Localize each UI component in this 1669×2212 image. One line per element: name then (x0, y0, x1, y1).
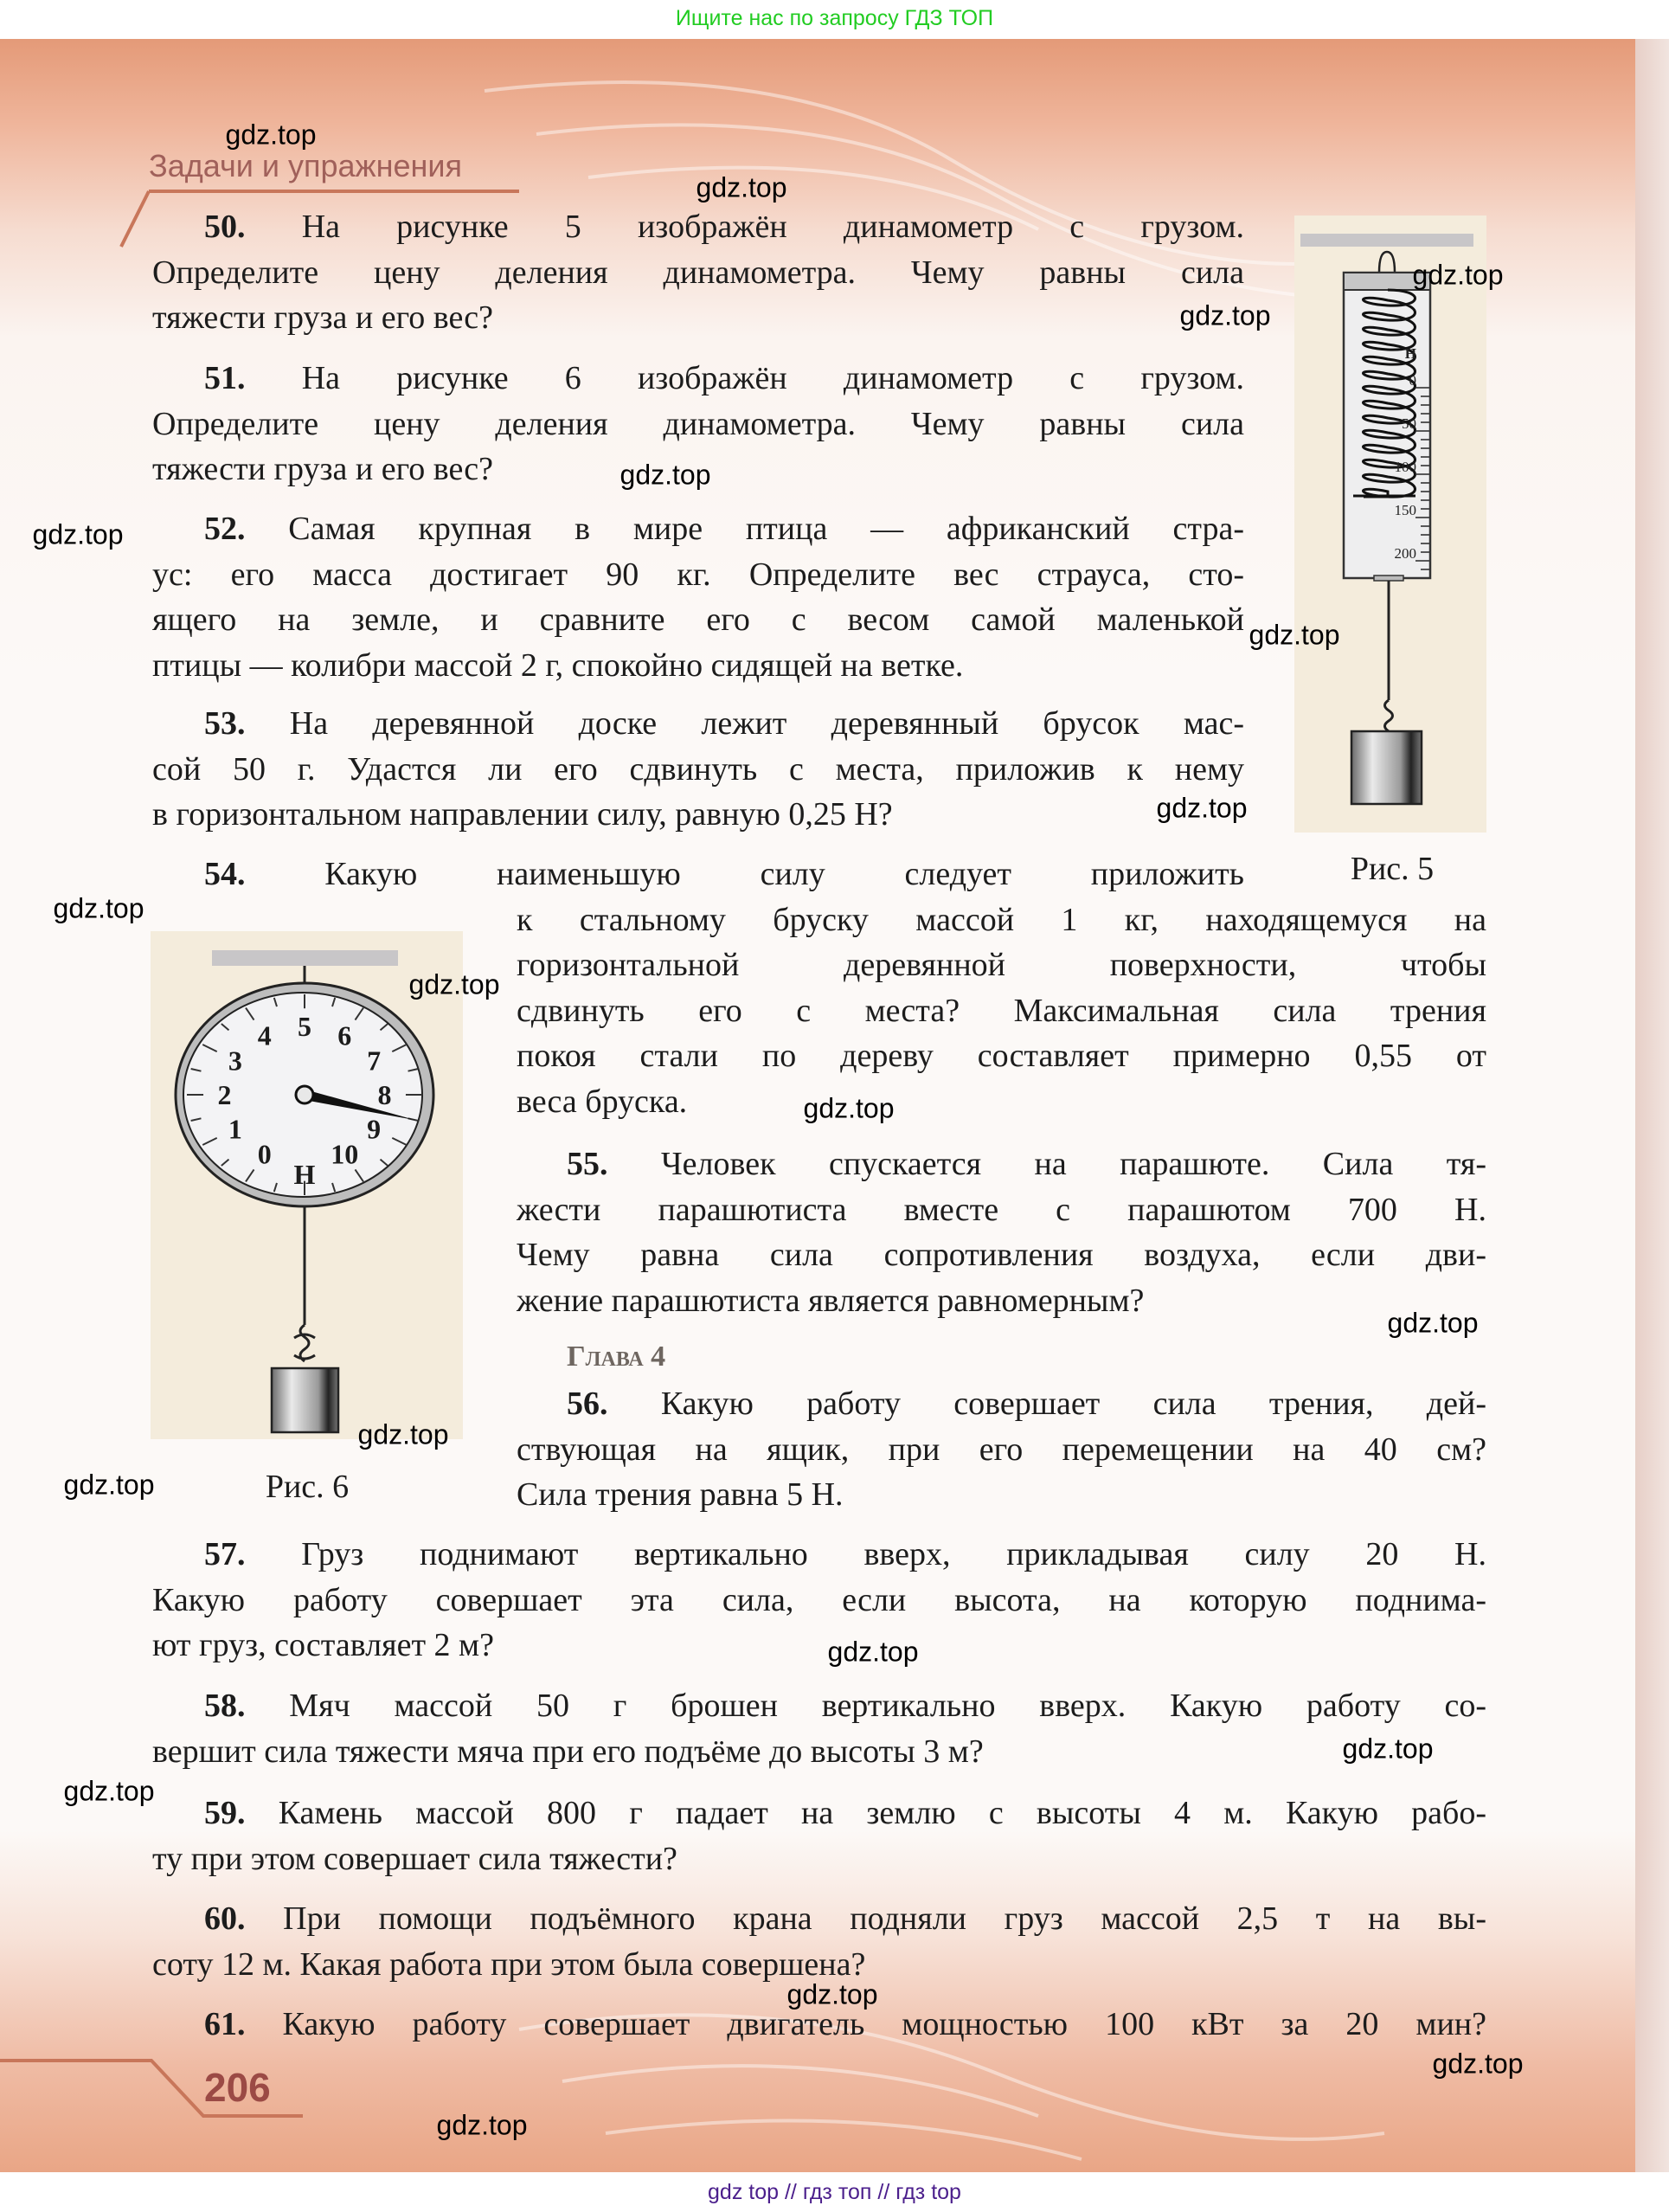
dial-label: 10 (331, 1138, 359, 1170)
watermark: gdz.top (1412, 259, 1504, 291)
problem-line (152, 701, 1244, 747)
problem-line: веса бруска. (517, 1083, 688, 1120)
problem-text: Какую работу совершает двигатель мощностью 100 кВт за 20 мин? (282, 2006, 1486, 2042)
scale-label: 200 (1394, 545, 1416, 562)
chapter-heading: Глава 4 (567, 1341, 666, 1373)
problem-number: 50. (204, 209, 246, 245)
problem-text: Какую работу совершает сила трения, дей- (660, 1386, 1486, 1422)
problem-text: Груз поднимают вертикально вверх, прикладывая силу 20 Н. (301, 1536, 1487, 1572)
problem-number: 56. (567, 1386, 608, 1422)
problem-line: сдвинуть его с места? Максимальная сила трения (517, 992, 1486, 1029)
watermark: gdz.top (1432, 2048, 1524, 2080)
dial-label: 3 (228, 1045, 242, 1077)
problem-line (152, 1532, 1486, 1578)
problem-number: 57. (204, 1536, 246, 1572)
figure-6-caption: Рис. 6 (265, 1469, 350, 1505)
problem-line (517, 1381, 1486, 1427)
problem-line: Чему равна сила сопротивления воздуха, если дви- (517, 1237, 1486, 1273)
problem-text: Какую наименьшую силу следует приложить (324, 856, 1244, 892)
watermark: gdz.top (408, 968, 500, 1000)
problem-line (152, 204, 1244, 250)
problem-number: 60. (204, 1900, 246, 1937)
problem-line: ту при этом совершает сила тяжести? (152, 1840, 677, 1877)
problem-line: в горизонтальном направлении силу, равную 0,25 Н? (152, 796, 893, 833)
problem-text: Человек спускается на парашюте. Сила тя- (660, 1146, 1486, 1182)
scale-label: 0 (1409, 372, 1416, 389)
dial-label: 8 (377, 1079, 392, 1110)
figure-5-spring-dynamometer (1294, 215, 1486, 833)
dial-label: 9 (367, 1113, 382, 1145)
watermark: gdz.top (1249, 619, 1340, 651)
dial-label: 0 (257, 1138, 272, 1170)
watermark: gdz.top (803, 1092, 895, 1124)
problem-line: ют груз, составляет 2 м? (152, 1627, 494, 1663)
watermark: gdz.top (1179, 299, 1271, 331)
problem-50 (152, 204, 1244, 341)
watermark: gdz.top (357, 1418, 449, 1450)
problem-line: сой 50 г. Удастся ли его сдвинуть с места, приложив к нему (152, 750, 1244, 788)
pointer (1353, 496, 1415, 497)
problem-line (152, 356, 1244, 402)
dial-label: 5 (298, 1011, 311, 1043)
watermark: gdz.top (53, 892, 144, 924)
dial-label: 7 (367, 1045, 382, 1077)
problem-line: птицы — колибри массой 2 г, спокойно сидящей на ветке. (152, 646, 964, 684)
problem-57 (152, 1532, 1486, 1669)
problem-line: ствующая на ящик, при его перемещении на 40 см? (517, 1431, 1486, 1468)
watermark: gdz.top (1156, 792, 1248, 824)
unit-label: Н (1404, 345, 1416, 362)
rod-guide (1374, 576, 1403, 581)
problem-60 (152, 1896, 1486, 1987)
figure-6-dial-dynamometer (151, 931, 463, 1439)
ceiling-bar (212, 950, 398, 966)
dial-label: 2 (217, 1079, 232, 1110)
watermark: gdz.top (436, 2109, 528, 2141)
problem-line: жение парашютиста является равномерным? (517, 1282, 1145, 1319)
section-title: Задачи и упражнения (149, 148, 462, 183)
weight-icon (272, 1368, 338, 1432)
dial-label: 6 (337, 1019, 352, 1051)
watermark: gdz.top (63, 1775, 155, 1807)
problem-line (152, 1791, 1486, 1836)
figure-5-caption: Рис. 5 (1350, 851, 1435, 887)
problem-text: Камень массой 800 г падает на землю с высоты 4 м. Какую рабо- (278, 1795, 1487, 1831)
problem-number: 58. (204, 1688, 246, 1724)
problem-number: 54. (204, 856, 246, 892)
problem-text: Самая крупная в мире птица — африканский стра- (288, 511, 1244, 547)
watermark: gdz.top (1342, 1733, 1434, 1765)
problem-text: На рисунке 6 изображён динамометр с грузом. (301, 360, 1245, 396)
watermark: gdz.top (619, 459, 711, 491)
problem-line: вершит сила тяжести мяча при его подъёме до высоты 3 м? (152, 1733, 984, 1770)
watermark: gdz.top (827, 1636, 919, 1668)
ceiling-bar (1300, 234, 1473, 247)
problem-line: к стальному бруску массой 1 кг, находящемуся на (517, 901, 1486, 938)
footer-links[interactable]: gdz top // гдз топ // гдз top (0, 2172, 1669, 2212)
problem-52 (152, 506, 1244, 688)
problem-line: ус: его масса достигает 90 кг. Определите вес страуса, сто- (152, 556, 1244, 593)
page-edge (1635, 39, 1669, 2172)
problem-58 (152, 1683, 1486, 1774)
scale-label: 50 (1402, 415, 1416, 432)
page-number: 206 (204, 2065, 271, 2110)
problem-number: 59. (204, 1795, 246, 1831)
problem-text: На рисунке 5 изображён динамометр с грузом. (301, 209, 1245, 245)
problem-text: При помощи подъёмного крана подняли груз массой 2,5 т на вы- (283, 1900, 1486, 1937)
problem-line: Определите цену деления динамометра. Чему равны сила (152, 254, 1244, 291)
problem-line (152, 1896, 1486, 1942)
problem-text: Мяч массой 50 г брошен вертикально вверх. Какую работу со- (289, 1688, 1487, 1724)
unit-label: Н (293, 1159, 316, 1190)
needle-pivot (296, 1086, 313, 1103)
problem-line: Определите цену деления динамометра. Чему равны сила (152, 405, 1244, 442)
problem-line (152, 852, 1486, 897)
watermark: gdz.top (786, 1978, 878, 2010)
problem-line: ящего на земле, и сравните его с весом самой маленькой (152, 601, 1244, 638)
watermark: gdz.top (225, 119, 317, 151)
problem-line (152, 1683, 1486, 1729)
problem-line: горизонтальной деревянной поверхности, чтобы (517, 947, 1486, 983)
problem-53 (152, 701, 1244, 838)
scale-label: 150 (1394, 502, 1416, 518)
problem-line: Какую работу совершает эта сила, если высота, на которую поднима- (152, 1581, 1486, 1618)
problem-line: покоя стали по дереву составляет примерно 0,55 от (517, 1038, 1486, 1074)
weight-icon (1351, 731, 1422, 804)
problem-line (152, 506, 1244, 552)
problem-56 (517, 1381, 1486, 1518)
watermark: gdz.top (32, 518, 124, 550)
problem-number: 61. (204, 2006, 246, 2042)
watermark: gdz.top (696, 171, 787, 203)
problem-number: 53. (204, 705, 246, 742)
problem-text: На деревянной доске лежит деревянный брусок мас- (289, 705, 1245, 742)
problem-line: жести парашютиста вместе с парашютом 700 Н. (517, 1191, 1486, 1228)
problem-number: 51. (204, 360, 246, 396)
problem-number: 52. (204, 511, 246, 547)
watermark: gdz.top (1387, 1307, 1479, 1339)
scale-label: 100 (1394, 459, 1416, 475)
watermark: gdz.top (63, 1469, 155, 1501)
dynamometer-body (1344, 273, 1430, 578)
dial-label: 1 (228, 1113, 242, 1145)
problem-line: тяжести груза и его вес? (152, 451, 494, 487)
problem-line: тяжести груза и его вес? (152, 299, 494, 336)
problem-line: Сила трения равна 5 Н. (517, 1476, 844, 1513)
problem-55 (517, 1141, 1486, 1323)
problem-59 (152, 1791, 1486, 1881)
search-banner: Ищите нас по запросу ГДЗ ТОП (0, 0, 1669, 39)
dial-label: 4 (257, 1019, 272, 1051)
problem-line: соту 12 м. Какая работа при этом была совершена? (152, 1945, 866, 1983)
problem-line (517, 1141, 1486, 1187)
problem-number: 55. (567, 1146, 608, 1182)
